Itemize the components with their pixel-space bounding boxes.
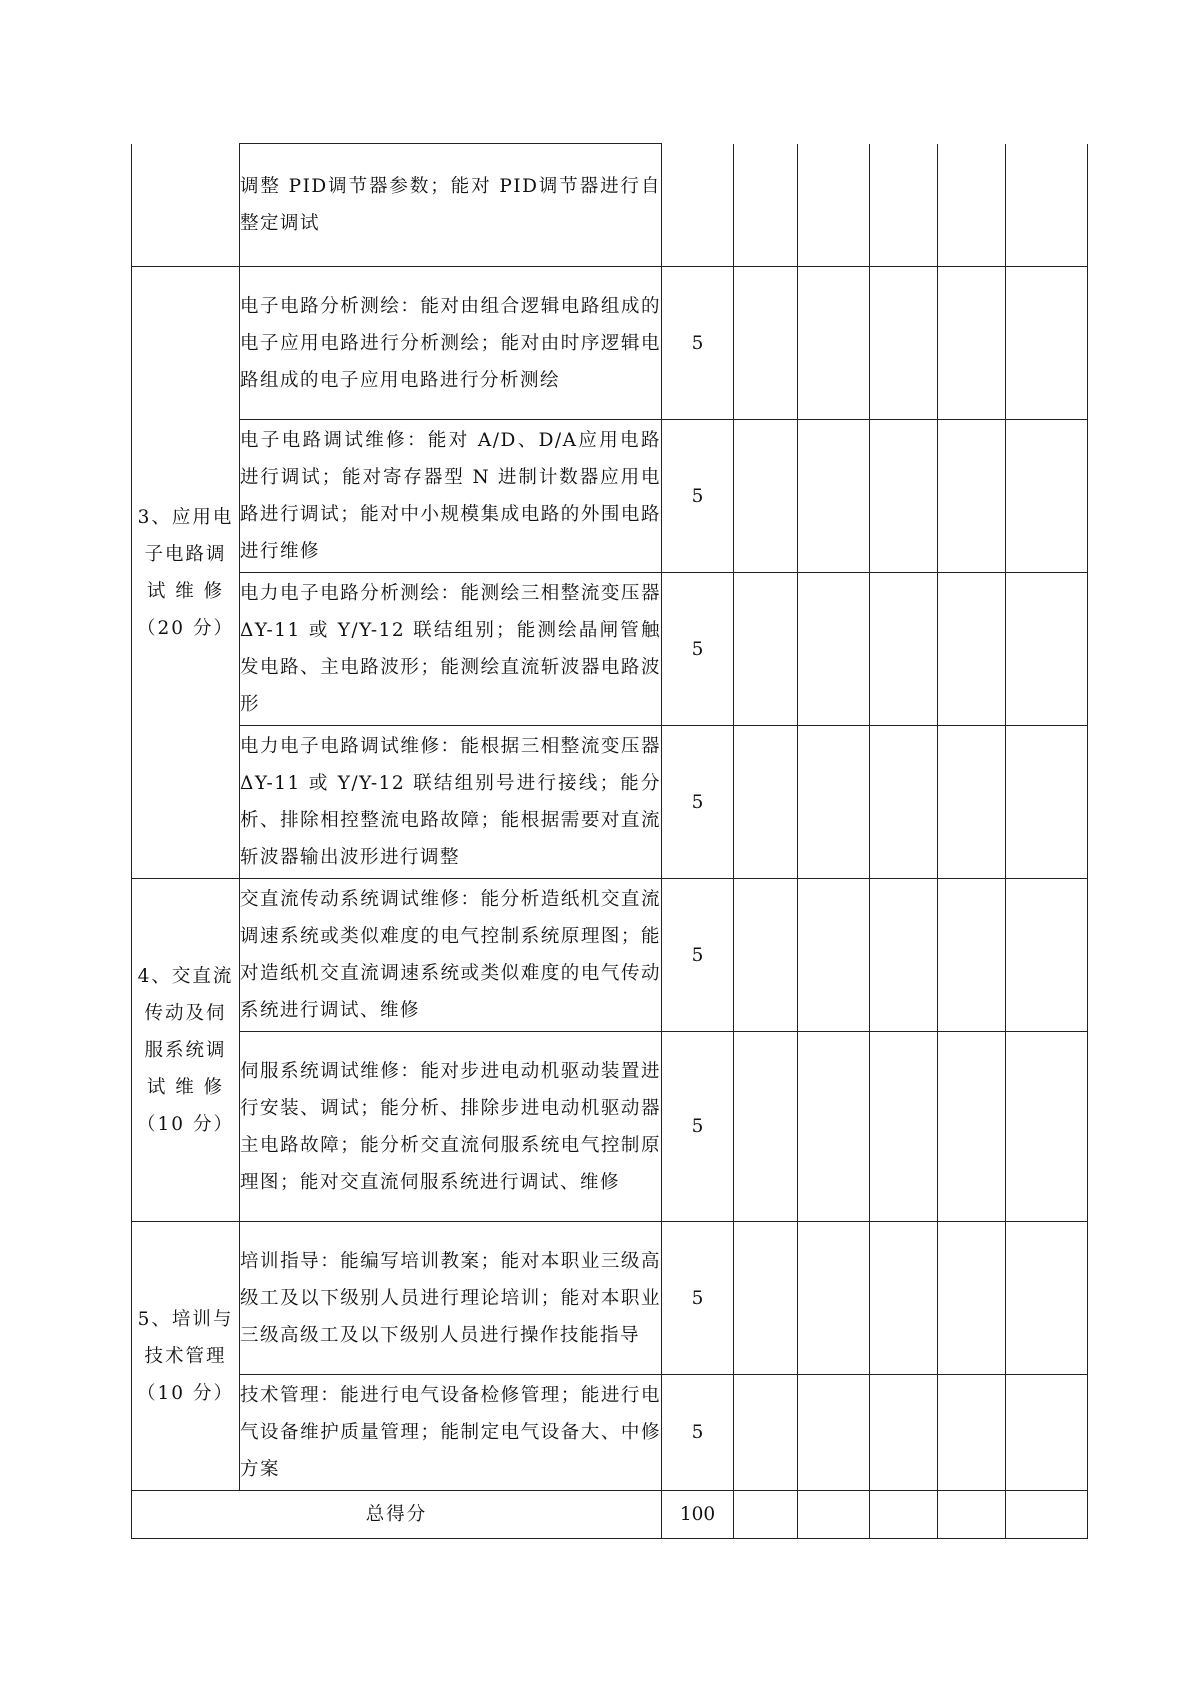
category-cell	[132, 144, 240, 267]
description-cell: 电力电子电路调试维修：能根据三相整流变压器ΔY-11 或 Y/Y-12 联结组别号进行接线；能分析、排除相控整流电路故障；能根据需要对直流斩波器输出波形进行调整	[240, 726, 662, 879]
blank-cell	[798, 420, 870, 573]
blank-cell	[938, 267, 1006, 420]
score-cell: 5	[662, 1032, 734, 1222]
score-cell: 5	[662, 1375, 734, 1491]
category-line: 传动及伺	[144, 1002, 227, 1024]
description-cell: 电子电路分析测绘：能对由组合逻辑电路组成的电子应用电路进行分析测绘；能对由时序逻辑电路组成的电子应用电路进行分析测绘	[240, 267, 662, 420]
score-cell: 5	[662, 879, 734, 1032]
category-line: （10 分）	[137, 1382, 234, 1404]
description-cell: 培训指导：能编写培训教案；能对本职业三级高级工及以下级别人员进行理论培训；能对本职业三级高级工及以下级别人员进行操作技能指导	[240, 1222, 662, 1375]
category-line: （10 分）	[137, 1113, 234, 1135]
blank-cell	[938, 1375, 1006, 1491]
blank-cell	[798, 573, 870, 726]
blank-cell	[938, 879, 1006, 1032]
blank-cell	[734, 726, 798, 879]
blank-cell	[798, 879, 870, 1032]
total-label: 总得分	[132, 1491, 662, 1539]
description-cell: 调整 PID调节器参数；能对 PID调节器进行自整定调试	[240, 144, 662, 267]
blank-cell	[734, 420, 798, 573]
category-cell-5	[132, 1222, 240, 1491]
blank-cell	[1006, 1375, 1088, 1491]
table-row	[132, 420, 1088, 573]
table-row	[132, 1032, 1088, 1222]
description-cell: 交直流传动系统调试维修：能分析造纸机交直流调速系统或类似难度的电气控制系统原理图；能对造纸机交直流调速系统或类似难度的电气传动系统进行调试、维修	[240, 879, 662, 1032]
blank-cell	[1006, 267, 1088, 420]
blank-cell	[1006, 144, 1088, 267]
blank-cell	[734, 573, 798, 726]
blank-cell	[1006, 1222, 1088, 1375]
table-row	[132, 573, 1088, 726]
score-cell: 5	[662, 726, 734, 879]
total-row	[132, 1491, 1088, 1539]
description-cell: 伺服系统调试维修：能对步进电动机驱动装置进行安装、调试；能分析、排除步进电动机驱动器主电路故障；能分析交直流伺服系统电气控制原理图；能对交直流伺服系统进行调试、维修	[240, 1032, 662, 1222]
table-row	[132, 726, 1088, 879]
blank-cell	[870, 879, 938, 1032]
table-row	[132, 1222, 1088, 1375]
blank-cell	[870, 144, 938, 267]
blank-cell	[734, 1032, 798, 1222]
blank-cell	[798, 1032, 870, 1222]
category-line: （20 分）	[137, 617, 234, 639]
blank-cell	[938, 144, 1006, 267]
category-cell-4	[132, 879, 240, 1222]
blank-cell	[1006, 573, 1088, 726]
blank-cell	[1006, 879, 1088, 1032]
blank-cell	[938, 1491, 1006, 1539]
blank-cell	[1006, 726, 1088, 879]
blank-cell	[870, 420, 938, 573]
description-cell: 电力电子电路分析测绘：能测绘三相整流变压器ΔY-11 或 Y/Y-12 联结组别；能测绘晶闸管触发电路、主电路波形；能测绘直流斩波器电路波形	[240, 573, 662, 726]
blank-cell	[798, 1222, 870, 1375]
description-cell: 电子电路调试维修：能对 A/D、D/A应用电路进行调试；能对寄存器型 N 进制计数器应用电路进行调试；能对中小规模集成电路的外围电路进行维修	[240, 420, 662, 573]
score-cell: 5	[662, 267, 734, 420]
blank-cell	[870, 1222, 938, 1375]
blank-cell	[734, 144, 798, 267]
category-line: 3、应用电	[137, 506, 234, 528]
blank-cell	[938, 573, 1006, 726]
blank-cell	[1006, 1491, 1088, 1539]
blank-cell	[734, 267, 798, 420]
blank-cell	[798, 1491, 870, 1539]
score-cell: 5	[662, 573, 734, 726]
category-line: 服系统调	[144, 1039, 227, 1061]
blank-cell	[938, 1032, 1006, 1222]
blank-cell	[870, 1375, 938, 1491]
blank-cell	[734, 1222, 798, 1375]
category-line: 5、培训与	[137, 1308, 234, 1330]
table-row	[132, 144, 1088, 267]
blank-cell	[870, 267, 938, 420]
blank-cell	[870, 726, 938, 879]
table-row	[132, 267, 1088, 420]
blank-cell	[938, 420, 1006, 573]
blank-cell	[870, 1491, 938, 1539]
category-line: 试 维 修	[146, 580, 225, 602]
blank-cell	[734, 1491, 798, 1539]
category-line: 技术管理	[144, 1345, 227, 1367]
blank-cell	[798, 1375, 870, 1491]
score-cell	[662, 144, 734, 267]
table-row	[132, 879, 1088, 1032]
scoring-table	[131, 143, 1088, 1539]
score-cell: 5	[662, 1222, 734, 1375]
description-cell: 技术管理：能进行电气设备检修管理；能进行电气设备维护质量管理；能制定电气设备大、中修方案	[240, 1375, 662, 1491]
blank-cell	[798, 267, 870, 420]
table-row	[132, 1375, 1088, 1491]
blank-cell	[1006, 420, 1088, 573]
category-line: 子电路调	[144, 543, 227, 565]
category-line: 4、交直流	[137, 965, 234, 987]
blank-cell	[938, 726, 1006, 879]
blank-cell	[734, 1375, 798, 1491]
blank-cell	[1006, 1032, 1088, 1222]
blank-cell	[870, 1032, 938, 1222]
total-score: 100	[662, 1491, 734, 1539]
blank-cell	[938, 1222, 1006, 1375]
blank-cell	[734, 879, 798, 1032]
category-cell-3	[132, 267, 240, 879]
blank-cell	[798, 726, 870, 879]
category-line: 试 维 修	[146, 1076, 225, 1098]
blank-cell	[798, 144, 870, 267]
score-cell: 5	[662, 420, 734, 573]
blank-cell	[870, 573, 938, 726]
